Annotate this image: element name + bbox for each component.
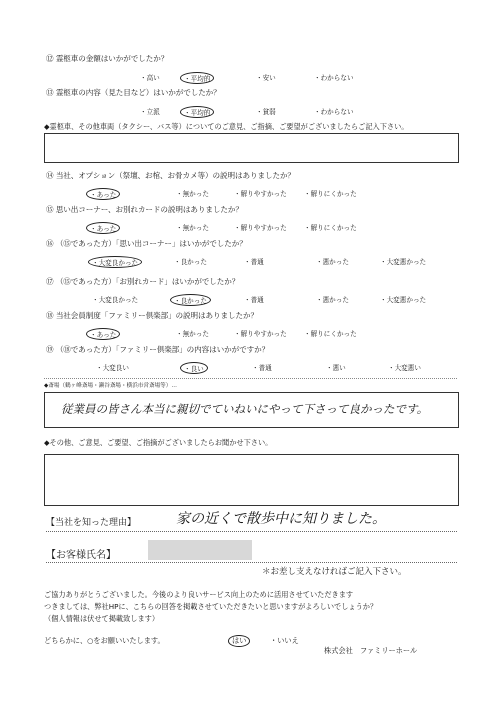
reason-label: 【当社を知った理由】 xyxy=(46,518,137,528)
q13-option-grand[interactable]: ・立派 xyxy=(140,108,160,116)
q16-option-normal[interactable]: ・普通 xyxy=(244,258,264,266)
q16-option-very-good[interactable]: ・大変良かった xyxy=(88,256,142,268)
thanks-line-2: つきましては、弊社HPに、こちらの回答を掲載させていただきたいと思いますがよろしいでしょうか？ xyxy=(44,602,378,611)
publish-yes-option[interactable]: はい xyxy=(228,635,250,647)
q12-option-high[interactable]: ・高い xyxy=(140,74,160,82)
q14-option-no[interactable]: ・無かった xyxy=(176,190,209,198)
q12-option-cheap[interactable]: ・安い xyxy=(256,74,276,82)
question-18 xyxy=(46,310,258,321)
other-comment-prompt: ◆その他、ご意見、ご要望、ご指摘がございましたらお聞かせ下さい。 xyxy=(44,438,273,447)
q15-option-unclear[interactable]: ・解りにくかった xyxy=(304,224,357,232)
q13-option-unknown[interactable]: ・わからない xyxy=(314,108,354,116)
q13-number: ⑬ xyxy=(46,88,56,97)
q18-option-clear[interactable]: ・解りやすかった xyxy=(234,330,287,338)
q19-option-very-bad[interactable]: ・大変悪い xyxy=(388,364,421,372)
q15-number: ⑮ xyxy=(46,205,56,214)
reason-underline xyxy=(46,531,457,532)
publish-no-option[interactable]: ・いいえ xyxy=(270,636,299,645)
name-optional-note: ＊お差し支えなければご記入下さい。 xyxy=(262,567,407,577)
q13-label: 霊柩車の内容（見た目など）はいかがでしたか？ xyxy=(55,88,221,97)
q13-option-poor[interactable]: ・貧弱 xyxy=(256,108,276,116)
q19-option-good[interactable]: ・良い xyxy=(180,362,208,374)
q14-option-clear[interactable]: ・解りやすかった xyxy=(234,190,287,198)
q16-option-bad[interactable]: ・悪かった xyxy=(316,258,349,266)
question-16 xyxy=(46,238,247,249)
q16-option-very-bad[interactable]: ・大変悪かった xyxy=(380,258,427,266)
q14-number: ⑭ xyxy=(46,171,56,180)
q18-option-yes[interactable]: ・あった xyxy=(86,328,120,340)
question-19 xyxy=(46,344,269,355)
staff-comment-answer: 従業員の皆さん本当に親切でていねいにやって下さって良かったです。 xyxy=(61,402,429,416)
redacted-name xyxy=(148,540,252,560)
q18-number: ⑱ xyxy=(46,311,56,320)
q19-option-very-good[interactable]: ・大変良い xyxy=(96,364,129,372)
q13-option-average[interactable]: ・平均的 xyxy=(180,106,214,118)
q17-option-normal[interactable]: ・普通 xyxy=(244,296,264,304)
q17-option-good[interactable]: ・良かった xyxy=(170,294,211,306)
question-12 xyxy=(46,53,168,64)
q14-label: 当社、オプション（祭壇、お棺、お骨カメ等）の説明はありましたか？ xyxy=(55,171,295,180)
q12-option-average[interactable]: ・平均的 xyxy=(180,72,214,84)
q16-number: ⑯ xyxy=(46,239,56,248)
q17-label: （⑮であった方）「お別れカード」はいかがでしたか？ xyxy=(55,277,240,286)
q19-number: ⑲ xyxy=(46,345,56,354)
staff-comment-box[interactable] xyxy=(44,392,459,428)
q12-label: 霊柩車の金額はいかがでしたか？ xyxy=(55,54,169,63)
question-13 xyxy=(46,87,221,98)
q18-option-unclear[interactable]: ・解りにくかった xyxy=(304,330,357,338)
q14-option-unclear[interactable]: ・解りにくかった xyxy=(304,190,357,198)
q16-label: （⑮であった方）「思い出コーナー」はいかがでしたか？ xyxy=(55,239,247,248)
q19-option-bad[interactable]: ・悪い xyxy=(326,364,346,372)
q16-option-good[interactable]: ・良かった xyxy=(174,258,207,266)
choose-instruction: どちらかに、○をお願いいたします。 xyxy=(44,636,165,645)
name-underline xyxy=(46,562,457,563)
q18-option-no[interactable]: ・無かった xyxy=(176,330,209,338)
q18-label: 当社会員制度「ファミリー倶楽部」の説明はありましたか？ xyxy=(55,311,258,320)
staff-comment-prompt: ◆斎場（鶴ヶ峰斎場・瀬谷斎場・横浜市営斎場等）… xyxy=(44,383,177,389)
q17-option-bad[interactable]: ・悪かった xyxy=(316,296,349,304)
q12-number: ⑫ xyxy=(46,54,56,63)
q17-option-very-good[interactable]: ・大変良かった xyxy=(92,296,139,304)
question-17 xyxy=(46,276,239,287)
q15-option-no[interactable]: ・無かった xyxy=(176,224,209,232)
company-name: 株式会社 ファミリーホール xyxy=(324,646,418,655)
name-label: 【お客様氏名】 xyxy=(46,550,116,561)
q12-option-unknown[interactable]: ・わからない xyxy=(314,74,354,82)
question-14 xyxy=(46,170,295,181)
q17-option-very-bad[interactable]: ・大変悪かった xyxy=(380,296,427,304)
q15-label: 思い出コーナー、お別れカードの説明はありましたか？ xyxy=(55,205,243,214)
hearse-comment-prompt: ◆霊柩車、その他車両（タクシー、バス等）についてのご意見、ご指摘、ご要望がございましたらご記入下さい。 xyxy=(44,122,409,131)
q15-option-yes[interactable]: ・あった xyxy=(86,222,120,234)
q14-option-yes[interactable]: ・あった xyxy=(86,188,120,200)
thanks-line-1: ご協力ありがとうございました。今後のより良いサービス向上のために活用させていただきます xyxy=(44,590,354,599)
q19-option-normal[interactable]: ・普通 xyxy=(252,364,272,372)
other-comment-box[interactable] xyxy=(44,454,459,506)
q15-option-clear[interactable]: ・解りやすかった xyxy=(234,224,287,232)
q17-number: ⑰ xyxy=(46,277,56,286)
hearse-comment-box[interactable] xyxy=(44,133,459,163)
question-15 xyxy=(46,204,243,215)
q19-label: （⑱であった方）「ファミリー倶楽部」の内容はいかがですか？ xyxy=(55,345,270,354)
divider xyxy=(44,378,457,379)
reason-answer: 家の近くで散歩中に知りました。 xyxy=(176,511,386,527)
thanks-line-3: （個人情報は伏せて掲載致します） xyxy=(44,614,160,623)
